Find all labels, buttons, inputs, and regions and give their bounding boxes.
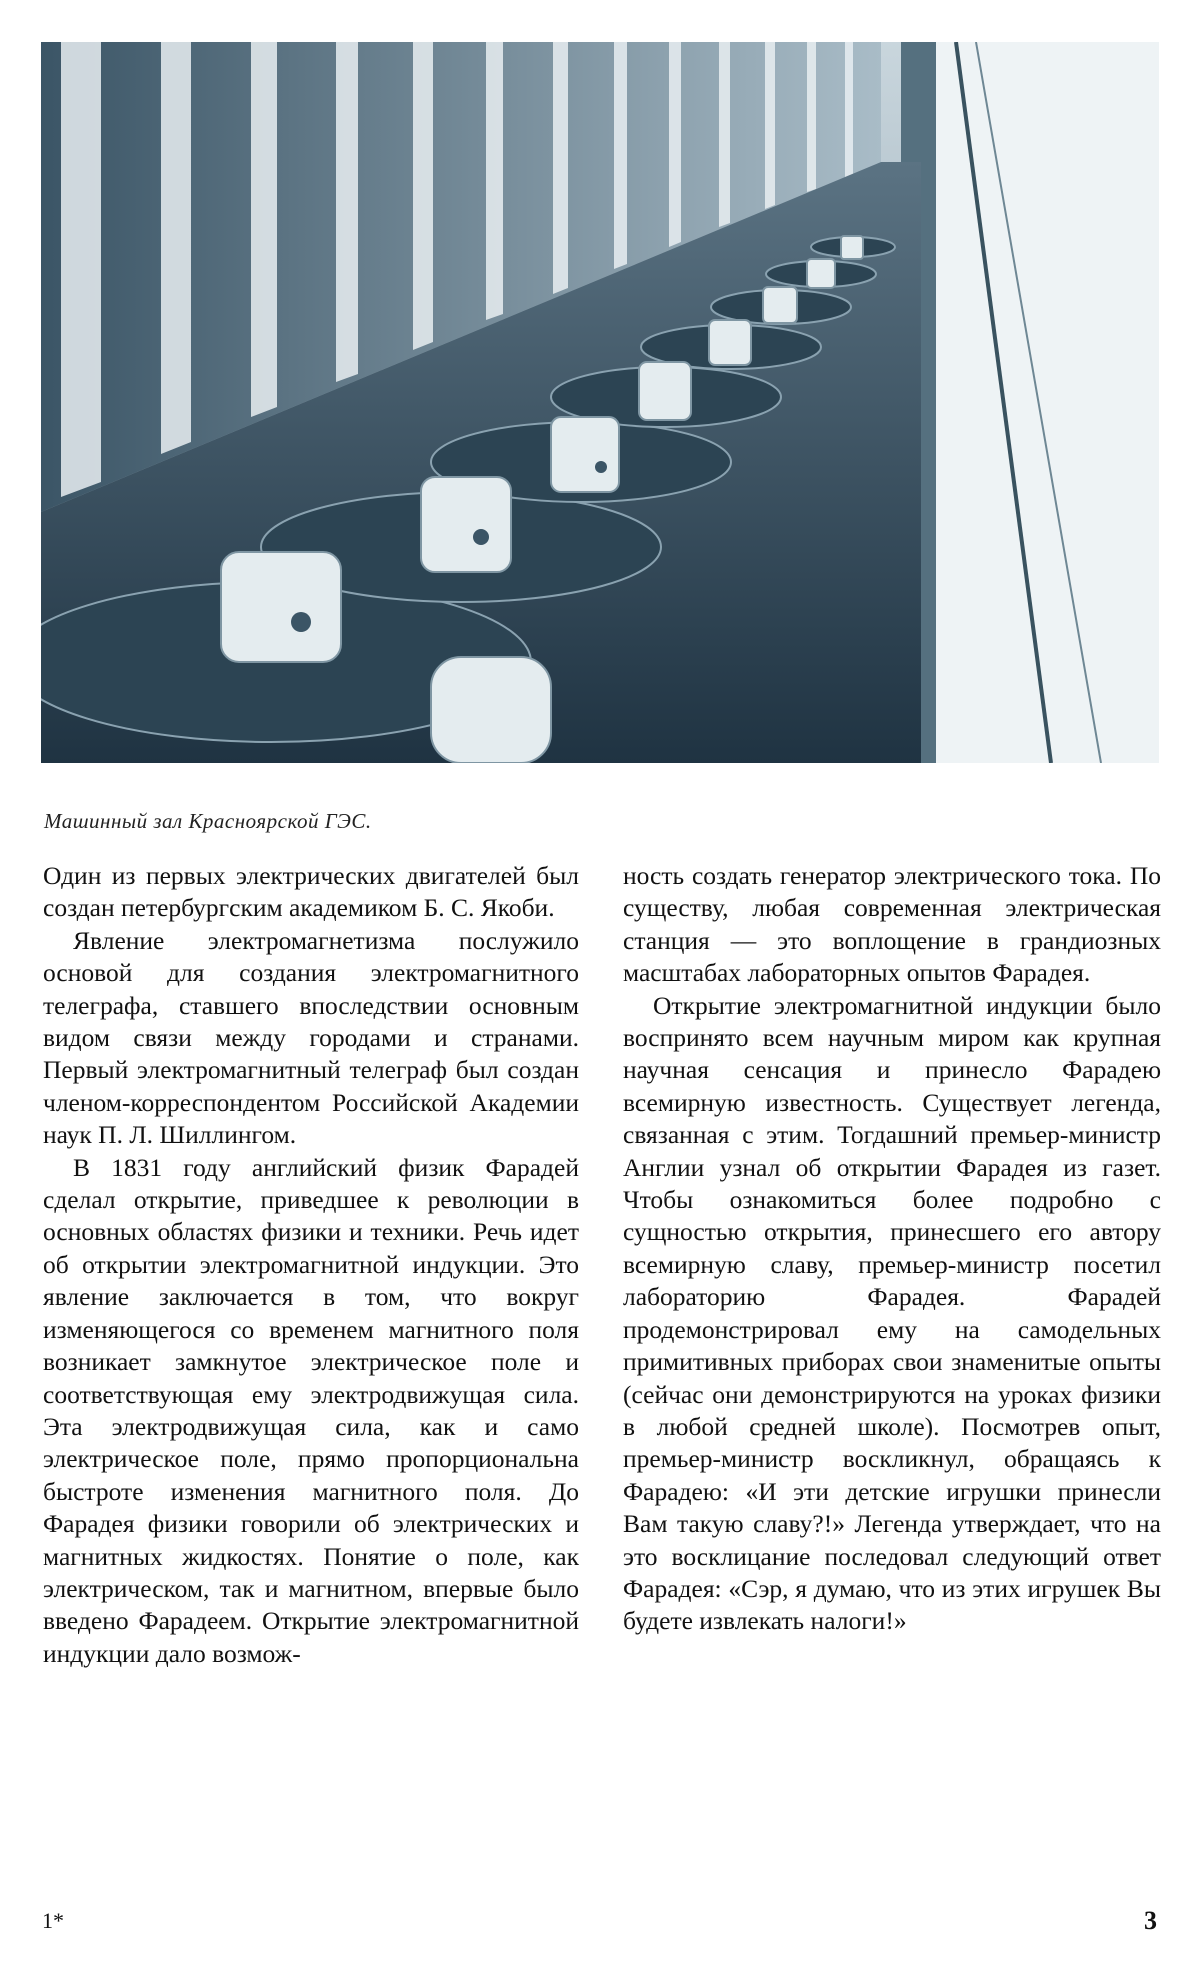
signature-mark: 1*: [42, 1908, 64, 1933]
paragraph: Один из первых электрических двигателей был создан петербургским академиком Б. С. Якоби.: [43, 861, 579, 923]
hydro-plant-photo: [41, 42, 1159, 763]
article-column-right: [623, 860, 1161, 1638]
machine-hall-illustration: [41, 42, 1159, 763]
paragraph: Явление электромагнетизма послужило основой для создания электромагнитного телеграфа, ставшего впоследствии основным видом связи между городами и странами. Первый электромагнитный телеграф был создан членом-корреспондентом Российской Академии наук П. Л. Шиллингом.: [43, 925, 579, 1150]
article-column-left: [43, 860, 579, 1670]
paragraph: В 1831 году английский физик Фарадей сделал открытие, приведшее к революции в основных областях физики и техники. Речь идет об открытии электромагнитной индукции. Это явление заключается в том, что вокруг изменяющегося со временем магнитного поля возникает замкнутое электрическое поле и соответствующая ему электродвижущая сила. Эта электродвижущая сила, как и само электрическое поле, прямо пропорциональна быстроте изменения магнитного поля. До Фарадея физики говорили об электрических и магнитных жидкостях. Понятие о поле, как электрическом, так и магнитном, впервые было введено Фарадеем. Открытие электромагнитной индукции дало возмож-: [43, 1152, 579, 1668]
page-number: 3: [1144, 1906, 1157, 1935]
figure-caption: Машинный зал Красноярской ГЭС.: [44, 809, 372, 833]
paragraph: Открытие электромагнитной индукции было воспринято всем научным миром как крупная научная сенсация и принесло Фарадею всемирную известность. Существует легенда, связанная с этим. Тогдашний премьер-министр Англии узнал об открытии Фарадея из газет. Чтобы ознакомиться более подробно с сущностью открытия, принесшего его автору всемирную славу, премьер-министр посетил лабораторию Фарадея. Фарадей продемонстрировал ему на самодельных примитивных приборах свои знаменитые опыты (сейчас они демонстрируются на уроках физики в любой средней школе). Посмотрев опыт, премьер-министр воскликнул, обращаясь к Фарадею: «И эти детские игрушки принесли Вам такую славу?!» Легенда утверждает, что на это восклицание последовал следующий ответ Фарадея: «Сэр, я думаю, что из этих игрушек Вы будете извлекать налоги!»: [623, 990, 1161, 1636]
paragraph: ность создать генератор электрического тока. По существу, любая современная электрическая станция — это воплощение в грандиозных масштабах лабораторных опытов Фарадея.: [623, 861, 1161, 988]
